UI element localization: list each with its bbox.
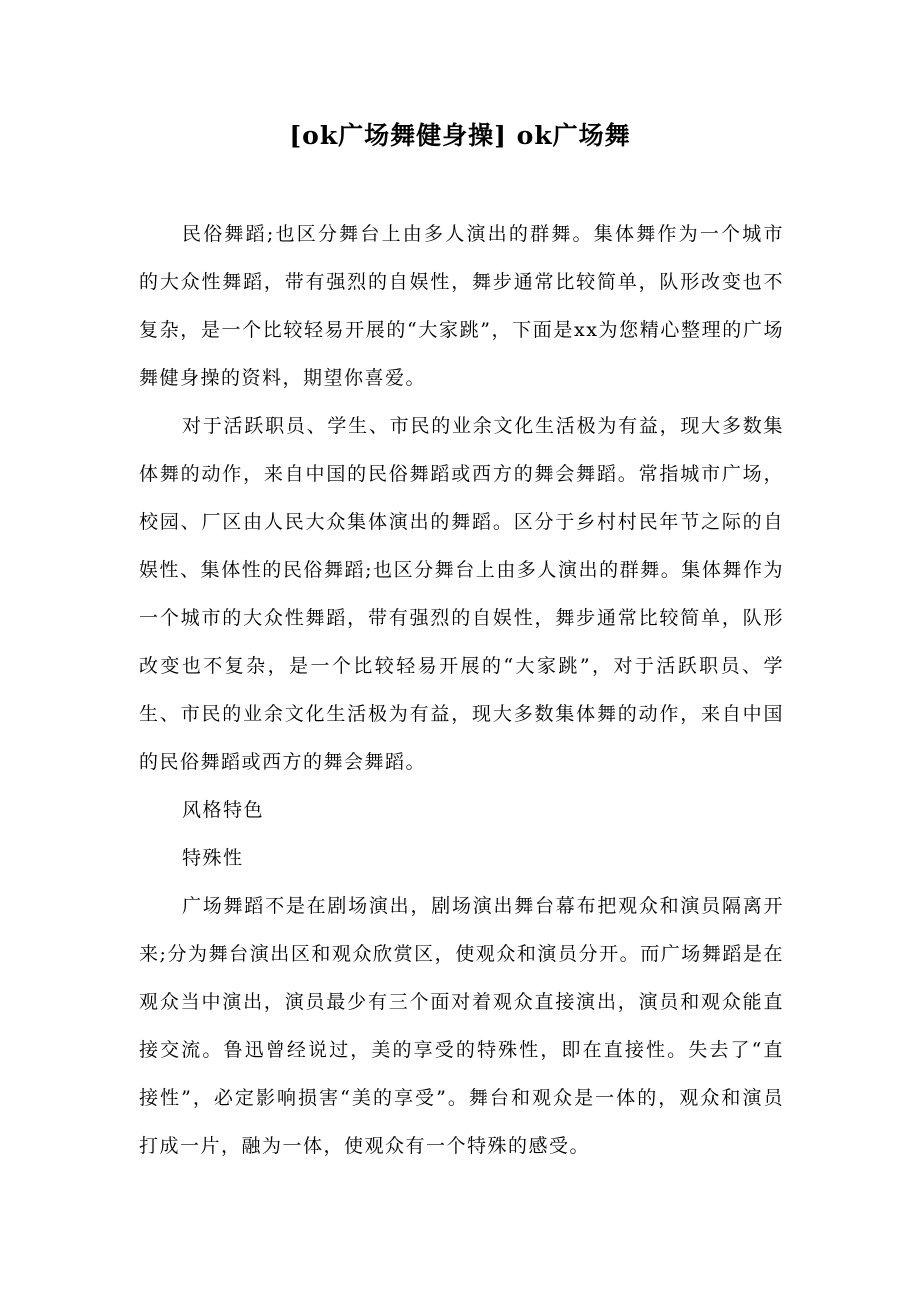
document-title: [ok广场舞健身操] ok广场舞 [289,121,631,150]
subsection-heading-particularity: 特殊性 [182,847,244,869]
section-heading-style: 风格特色 [182,799,265,821]
paragraph-benefits: 对于活跃职员、学生、市民的业余文化生活极为有益，现大多数集体舞的动作，来自中国的民俗舞蹈或西方的舞会舞蹈。常指城市广场，校园、厂区由人民大众集体演出的舞蹈。区分于乡村村民年节之际的自娱性、集体性的民俗舞蹈;也区分舞台上由多人演出的群舞。集体舞作为一个城市的大众性舞蹈，带有强烈的自娱性，舞步通常比较简单，队形改变也不复杂，是一个比较轻易开展的“大家跳”，对于活跃职员、学生、市民的业余文化生活极为有益，现大多数集体舞的动作，来自中国的民俗舞蹈或西方的舞会舞蹈。 [139,415,784,773]
paragraph-particularity: 广场舞蹈不是在剧场演出，剧场演出舞台幕布把观众和演员隔离开来;分为舞台演出区和观众欣赏区，使观众和演员分开。而广场舞蹈是在观众当中演出，演员最少有三个面对着观众直接演出，演员和观众能直接交流。鲁迅曾经说过，美的享受的特殊性，即在直接性。失去了“直接性”，必定影响损害“美的享受”。舞台和观众是一体的，观众和演员打成一片，融为一体，使观众有一个特殊的感受。 [139,895,784,1157]
paragraph-intro: 民俗舞蹈;也区分舞台上由多人演出的群舞。集体舞作为一个城市的大众性舞蹈，带有强烈的自娱性，舞步通常比较简单，队形改变也不复杂，是一个比较轻易开展的“大家跳”，下面是xx为您精心整理的广场舞健身操的资料，期望你喜爱。 [139,223,784,389]
document-body [139,210,784,1170]
